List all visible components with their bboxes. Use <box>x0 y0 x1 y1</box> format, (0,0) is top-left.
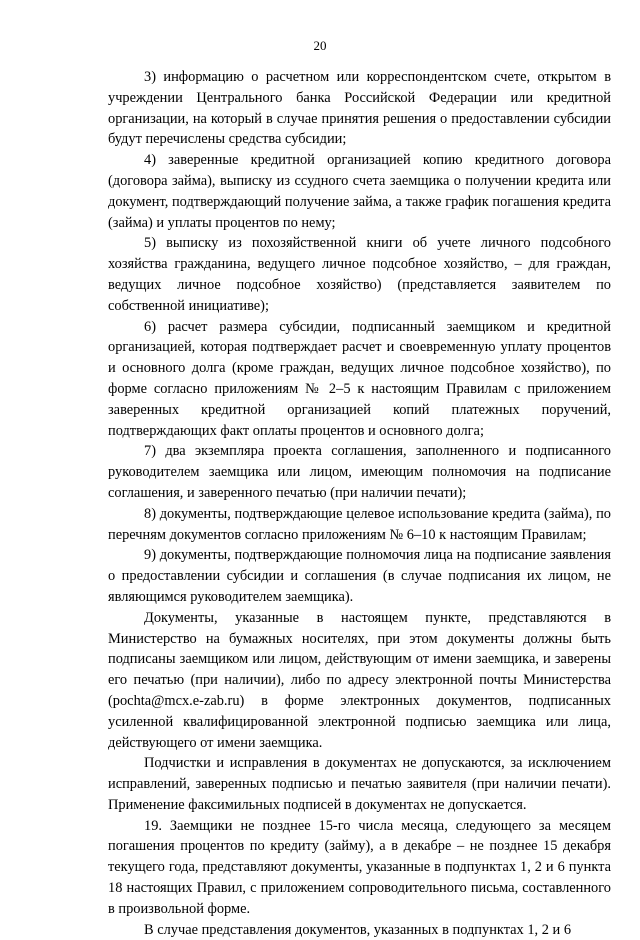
page-number: 20 <box>313 38 327 53</box>
paragraph-item-8: 8) документы, подтверждающие целевое использование кредита (займа), по перечням документов согласно приложениям № 6–10 к настоящим Правилам; <box>108 505 611 543</box>
paragraph-item-7: 7) два экземпляра проекта соглашения, заполненного и подписанного руководителем заемщика или лицом, имеющим полномочия на подписание соглашения, и заверенного печатью (при наличии печати); <box>108 443 611 501</box>
paragraph-item-6: 6) расчет размера субсидии, подписанный заемщиком и кредитной организацией, которая подтверждает расчет и своевременную уплату процентов и основного долга (кроме граждан, ведущих личное подсобное хозяйство), по форме согласно приложениям № 2–5 к настоящим Правилам с приложением заверенных кредитной организацией копий платежных поручений, подтверждающих факт оплаты процентов и основного долга; <box>108 318 611 439</box>
paragraph-item-4: 4) заверенные кредитной организацией копию кредитного договора (договора займа), выписку из ссудного счета заемщика о получении кредита или документ, подтверждающий получение займа, а также график погашения кредита (займа) и уплаты процентов по нему; <box>108 152 611 231</box>
paragraph-submission-rules: Документы, указанные в настоящем пункте, представляются в Министерство на бумажных носителях, при этом документы должны быть подписаны заемщиком или лицом, действующим от имени заемщика, и заверены его печатью (при наличии), либо по адресу электронной почты Министерства (pochta@mcx.e-zab.ru) в форме электронных документов, подписанных усиленной квалифицированной электронной подписью заемщика или лица, действующего от имени заемщика. <box>108 609 611 751</box>
paragraph-clause-19: 19. Заемщики не позднее 15-го числа месяца, следующего за месяцем погашения процентов по кредиту (займу), а в декабре – не позднее 15 декабря текущего года, представляют документы, указанные в подпунктах 1, 2 и 6 пункта 18 настоящих Правил, с приложением сопроводительного письма, составленного в произвольной форме. <box>108 817 611 917</box>
document-body <box>108 67 611 940</box>
paragraph-corrections: Подчистки и исправления в документах не допускаются, за исключением исправлений, заверенных подписью и печатью заявителя (при наличии печати). Применение факсимильных подписей в документах не допускается. <box>108 755 611 813</box>
paragraph-item-3: 3) информацию о расчетном или корреспондентском счете, открытом в учреждении Центрального банка Российской Федерации или кредитной организации, на который в случае принятия решения о предоставлении субсидии будут перечислены средства субсидии; <box>108 69 611 148</box>
paragraph-continuation: В случае представления документов, указанных в подпунктах 1, 2 и 6 <box>144 921 572 938</box>
paragraph-item-9: 9) документы, подтверждающие полномочия лица на подписание заявления о предоставлении субсидии и соглашения (в случае подписания их лицом, не являющимся руководителем заемщика). <box>108 547 611 605</box>
paragraph-item-5: 5) выписку из похозяйственной книги об учете личного подсобного хозяйства гражданина, ведущего личное подсобное хозяйство, – для граждан, ведущих личное подсобное хозяйство) (представляется заявителем по собственной инициативе); <box>108 235 611 314</box>
